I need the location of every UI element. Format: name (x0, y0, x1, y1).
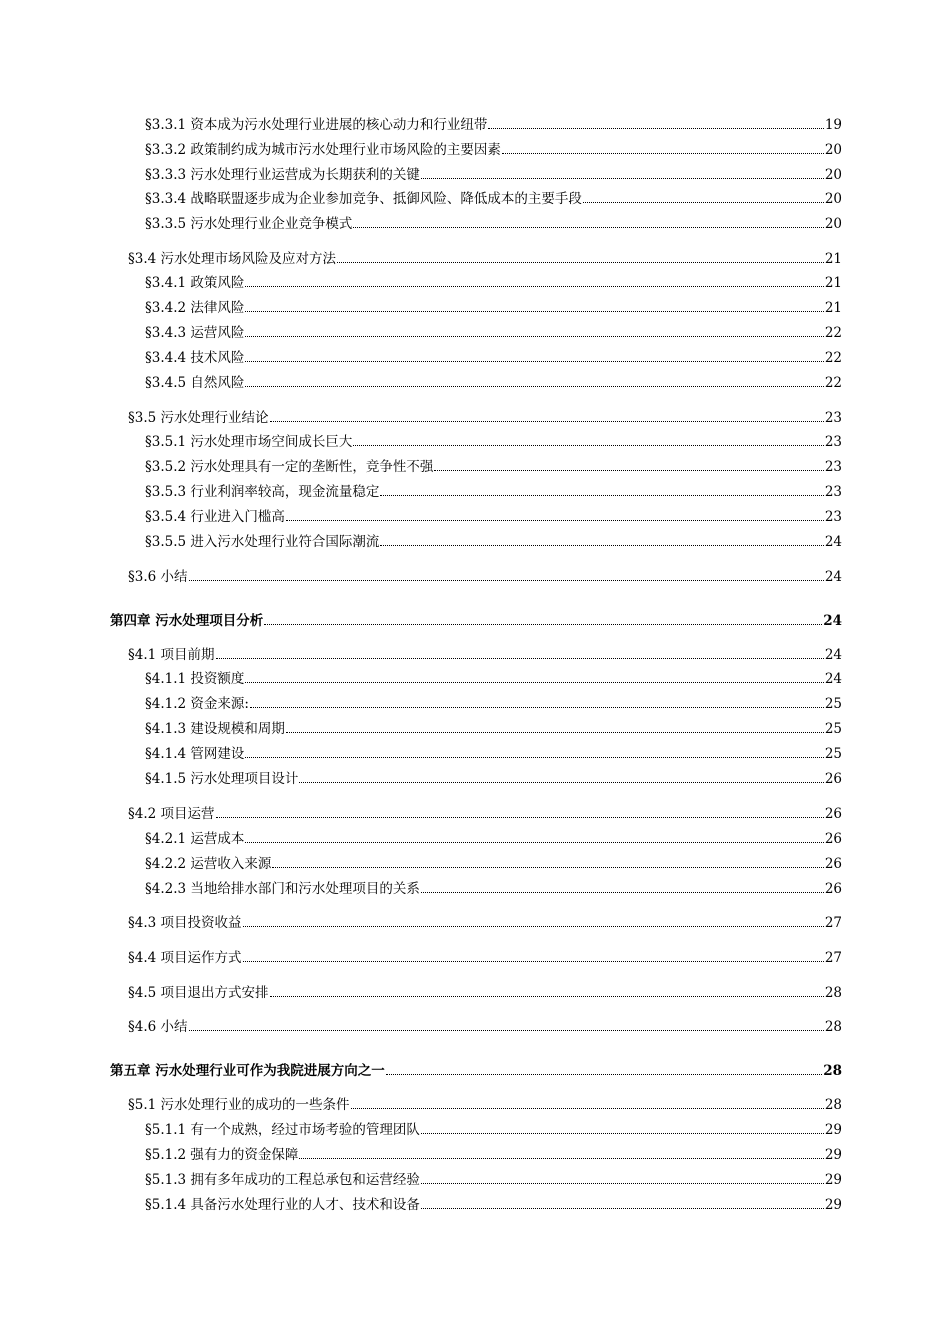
toc-leader-dots (250, 695, 824, 708)
toc-leader-dots (299, 770, 823, 783)
toc-page-number: 23 (824, 410, 842, 426)
toc-page-number: 19 (824, 117, 842, 133)
toc-page-number: 25 (824, 696, 842, 712)
toc-leader-dots (270, 984, 824, 997)
toc-subsection-entry[interactable] (145, 880, 842, 898)
toc-subsection-entry[interactable] (145, 215, 842, 233)
toc-section-entry[interactable] (128, 409, 842, 427)
toc-page-number: 27 (824, 915, 842, 931)
toc-page-number: 21 (824, 275, 842, 291)
toc-subsection-entry[interactable] (145, 745, 842, 763)
toc-leader-dots (245, 830, 823, 843)
toc-entry-title: §4.1.2 资金来源: (145, 696, 249, 712)
toc-subsection-entry[interactable] (145, 166, 842, 184)
toc-leader-dots (189, 1018, 824, 1031)
toc-leader-dots (245, 324, 823, 337)
toc-entry-title: §4.1.4 管网建设 (145, 746, 245, 762)
toc-entry-title: §3.4.3 运营风险 (145, 325, 245, 341)
toc-entry-title: §3.5.1 污水处理市场空间成长巨大 (145, 434, 353, 450)
toc-subsection-entry[interactable] (145, 695, 842, 713)
toc-leader-dots (189, 568, 824, 581)
toc-leader-dots (264, 612, 822, 625)
toc-page-number: 25 (824, 721, 842, 737)
toc-leader-dots (243, 914, 824, 927)
toc-entry-title: §3.3.2 政策制约成为城市污水处理行业市场风险的主要因素 (145, 142, 501, 158)
toc-leader-dots (434, 458, 823, 471)
toc-entry-title: §3.5.4 行业进入门槛高 (145, 509, 285, 525)
toc-subsection-entry[interactable] (145, 483, 842, 501)
toc-page-number: 23 (824, 459, 842, 475)
toc-subsection-entry[interactable] (145, 1146, 842, 1164)
toc-subsection-entry[interactable] (145, 374, 842, 392)
toc-subsection-entry[interactable] (145, 770, 842, 788)
toc-subsection-entry[interactable] (145, 1171, 842, 1189)
toc-page-number: 24 (823, 613, 842, 629)
toc-subsection-entry[interactable] (145, 720, 842, 738)
toc-leader-dots (353, 433, 823, 446)
toc-leader-dots (421, 1171, 824, 1184)
toc-entry-title: §5.1.4 具备污水处理行业的人才、技术和设备 (145, 1197, 420, 1213)
toc-chapter-entry[interactable] (110, 1062, 842, 1080)
toc-entry-title: 第五章 污水处理行业可作为我院进展方向之一 (110, 1063, 385, 1079)
toc-leader-dots (502, 141, 824, 154)
toc-entry-title: 第四章 污水处理项目分析 (110, 613, 264, 629)
toc-subsection-entry[interactable] (145, 274, 842, 292)
toc-page-number: 22 (824, 350, 842, 366)
toc-entry-title: §3.3.4 战略联盟逐步成为企业参加竞争、抵御风险、降低成本的主要手段 (145, 191, 582, 207)
toc-subsection-entry[interactable] (145, 533, 842, 551)
toc-page-number: 20 (824, 216, 842, 232)
toc-leader-dots (380, 533, 823, 546)
toc-page-number: 26 (824, 881, 842, 897)
toc-entry-title: §3.4.4 技术风险 (145, 350, 245, 366)
toc-entry-title: §3.5 污水处理行业结论 (128, 410, 269, 426)
toc-subsection-entry[interactable] (145, 116, 842, 134)
toc-entry-title: §4.2.2 运营收入来源 (145, 856, 272, 872)
toc-leader-dots (245, 670, 823, 683)
toc-page-number: 26 (824, 856, 842, 872)
toc-subsection-entry[interactable] (145, 670, 842, 688)
toc-entry-title: §3.5.3 行业利润率较高，现金流量稳定 (145, 484, 380, 500)
toc-leader-dots (351, 1096, 824, 1109)
toc-leader-dots (421, 1121, 824, 1134)
toc-entry-title: §4.4 项目运作方式 (128, 950, 242, 966)
toc-subsection-entry[interactable] (145, 508, 842, 526)
toc-page-number: 25 (824, 746, 842, 762)
toc-subsection-entry[interactable] (145, 433, 842, 451)
toc-page-number: 26 (824, 771, 842, 787)
toc-page-number: 21 (824, 300, 842, 316)
toc-leader-dots (421, 880, 824, 893)
toc-leader-dots (286, 720, 824, 733)
toc-subsection-entry[interactable] (145, 349, 842, 367)
toc-entry-title: §3.5.2 污水处理具有一定的垄断性，竞争性不强 (145, 459, 434, 475)
toc-entry-title: §3.6 小结 (128, 569, 188, 585)
toc-leader-dots (270, 409, 824, 422)
toc-leader-dots (245, 374, 823, 387)
toc-subsection-entry[interactable] (145, 190, 842, 208)
toc-entry-title: §4.1.3 建设规模和周期 (145, 721, 285, 737)
toc-entry-title: §3.4.1 政策风险 (145, 275, 245, 291)
toc-leader-dots (245, 745, 823, 758)
toc-entry-title: §4.6 小结 (128, 1019, 188, 1035)
toc-entry-title: §4.5 项目退出方式安排 (128, 985, 269, 1001)
toc-page-number: 28 (824, 1019, 842, 1035)
toc-section-entry[interactable] (128, 984, 842, 1002)
toc-page-number: 22 (824, 325, 842, 341)
toc-entry-title: §3.3.1 资本成为污水处理行业进展的核心动力和行业纽带 (145, 117, 488, 133)
toc-subsection-entry[interactable] (145, 141, 842, 159)
toc-section-entry[interactable] (128, 250, 842, 268)
toc-subsection-entry[interactable] (145, 324, 842, 342)
toc-section-entry[interactable] (128, 568, 842, 586)
toc-entry-title: §3.4.2 法律风险 (145, 300, 245, 316)
toc-page-number: 28 (824, 985, 842, 1001)
toc-page-number: 24 (824, 671, 842, 687)
toc-entry-title: §4.1.5 污水处理项目设计 (145, 771, 299, 787)
toc-page-number: 20 (824, 142, 842, 158)
toc-page-number: 23 (824, 434, 842, 450)
toc-section-entry[interactable] (128, 1096, 842, 1114)
toc-page-number: 28 (823, 1063, 842, 1079)
toc-page-number: 20 (824, 191, 842, 207)
toc-page-number: 29 (824, 1172, 842, 1188)
toc-page-number: 26 (824, 831, 842, 847)
toc-leader-dots (421, 1196, 824, 1209)
toc-page-number: 29 (824, 1147, 842, 1163)
toc-leader-dots (299, 1146, 823, 1159)
toc-page-number: 24 (824, 534, 842, 550)
toc-entry-title: §4.2 项目运营 (128, 806, 215, 822)
toc-page-number: 21 (824, 251, 842, 267)
toc-leader-dots (216, 805, 824, 818)
toc-leader-dots (583, 190, 824, 203)
toc-entry-title: §5.1.1 有一个成熟，经过市场考验的管理团队 (145, 1122, 420, 1138)
toc-page-number: 23 (824, 484, 842, 500)
toc-entry-title: §5.1.2 强有力的资金保障 (145, 1147, 299, 1163)
toc-subsection-entry[interactable] (145, 830, 842, 848)
toc-section-entry[interactable] (128, 914, 842, 932)
toc-leader-dots (272, 855, 823, 868)
toc-leader-dots (353, 215, 823, 228)
toc-section-entry[interactable] (128, 805, 842, 823)
toc-section-entry[interactable] (128, 646, 842, 664)
toc-leader-dots (488, 116, 823, 129)
toc-entry-title: §3.5.5 进入污水处理行业符合国际潮流 (145, 534, 380, 550)
toc-page-number: 29 (824, 1197, 842, 1213)
toc-page-number: 24 (824, 647, 842, 663)
toc-leader-dots (243, 949, 824, 962)
toc-leader-dots (245, 299, 823, 312)
toc-entry-title: §5.1.3 拥有多年成功的工程总承包和运营经验 (145, 1172, 420, 1188)
toc-leader-dots (286, 508, 824, 521)
toc-entry-title: §4.1.1 投资额度 (145, 671, 245, 687)
toc-chapter-entry[interactable] (110, 612, 842, 630)
toc-entry-title: §3.4.5 自然风险 (145, 375, 245, 391)
toc-subsection-entry[interactable] (145, 1196, 842, 1214)
toc-leader-dots (245, 349, 823, 362)
toc-page-number: 22 (824, 375, 842, 391)
toc-leader-dots (386, 1062, 823, 1075)
toc-leader-dots (421, 166, 824, 179)
toc-page-number: 20 (824, 167, 842, 183)
toc-page-number: 24 (824, 569, 842, 585)
toc-section-entry[interactable] (128, 1018, 842, 1036)
toc-leader-dots (380, 483, 823, 496)
toc-entry-title: §3.4 污水处理市场风险及应对方法 (128, 251, 337, 267)
toc-page-number: 29 (824, 1122, 842, 1138)
toc-page-number: 26 (824, 806, 842, 822)
toc-entry-title: §4.1 项目前期 (128, 647, 215, 663)
toc-entry-title: §3.3.3 污水处理行业运营成为长期获利的关键 (145, 167, 420, 183)
toc-page-number: 27 (824, 950, 842, 966)
toc-section-entry[interactable] (128, 949, 842, 967)
toc-subsection-entry[interactable] (145, 458, 842, 476)
toc-leader-dots (245, 274, 823, 287)
toc-entry-title: §4.2.1 运营成本 (145, 831, 245, 847)
toc-page-number: 28 (824, 1097, 842, 1113)
toc-subsection-entry[interactable] (145, 299, 842, 317)
toc-entry-title: §5.1 污水处理行业的成功的一些条件 (128, 1097, 350, 1113)
toc-leader-dots (216, 646, 824, 659)
toc-subsection-entry[interactable] (145, 1121, 842, 1139)
toc-entry-title: §4.3 项目投资收益 (128, 915, 242, 931)
toc-subsection-entry[interactable] (145, 855, 842, 873)
toc-entry-title: §3.3.5 污水处理行业企业竞争模式 (145, 216, 353, 232)
toc-page-number: 23 (824, 509, 842, 525)
toc-leader-dots (337, 250, 824, 263)
toc-entry-title: §4.2.3 当地给排水部门和污水处理项目的关系 (145, 881, 420, 897)
